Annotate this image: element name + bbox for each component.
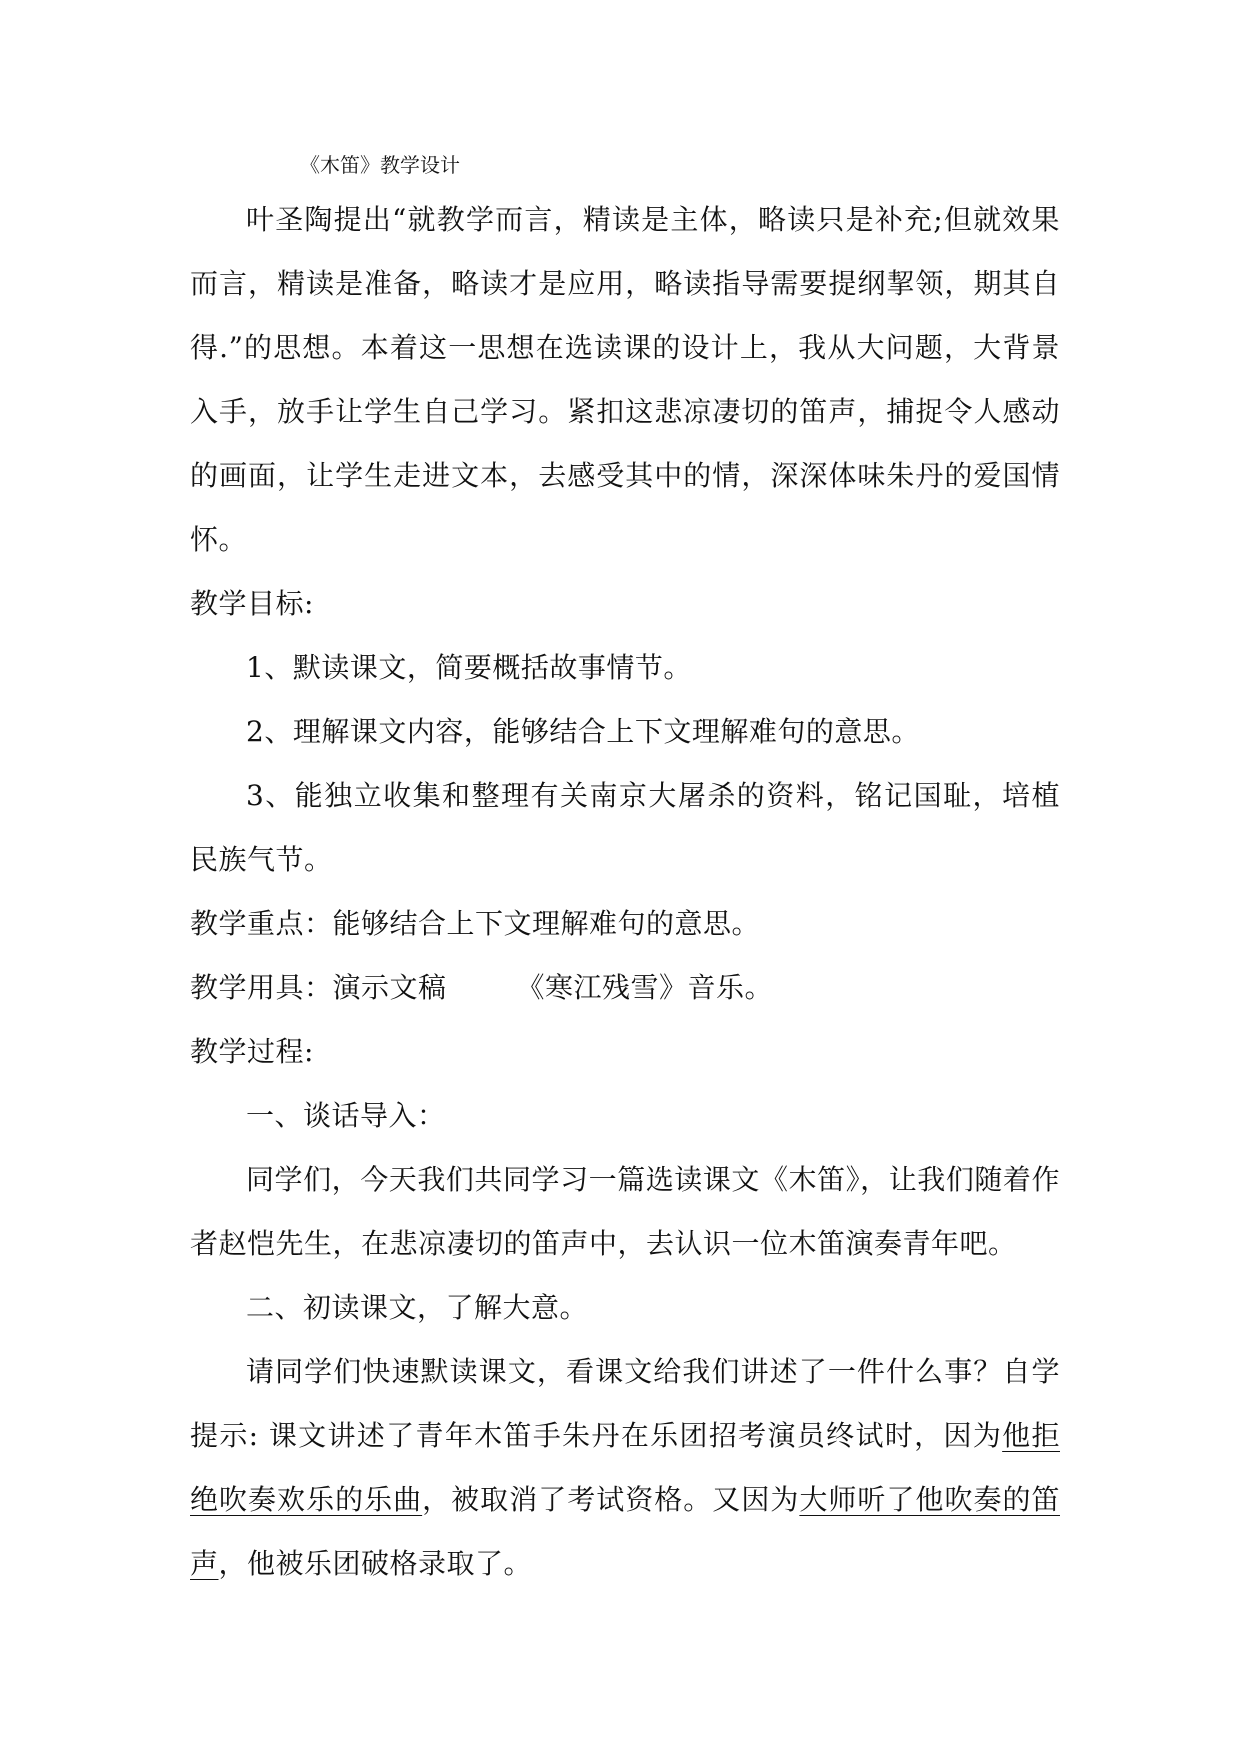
process-heading: 教学过程: [190,1035,314,1068]
step2-heading: 二、初读课文，了解大意。 [246,1291,589,1324]
document-body [190,188,1060,1596]
intro-paragraph: 叶圣陶提出“就教学而言，精读是主体，略读只是补充;但就效果而言，精读是准备，略读才是应用，略读指导需要提纲挈领，期其自得.”的思想。本着这一思想在选读课的设计上，我从大问题，大背景入手，放手让学生自己学习。紧扣这悲凉凄切的笛声，捕捉令人感动的画面，让学生走进文本，去感受其中的情，深深体味朱丹的爱国情怀。 [190,203,1060,556]
objectives-heading: 教学目标: [190,587,314,620]
step2-underline-2: 大师听了他吹奏的笛声 [190,1483,1060,1580]
teaching-tools [190,956,1060,1020]
step1-text: 同学们，今天我们共同学习一篇选读课文《木笛》，让我们随着作者赵恺先生，在悲凉凄切的笛声中，去认识一位木笛演奏青年吧。 [190,1163,1060,1260]
step1-heading: 一、谈话导入： [246,1099,446,1132]
step2-underline-1: 他拒绝吹奏欢乐的乐曲 [190,1419,1060,1516]
key-point: 教学重点：能够结合上下文理解难句的意思。 [190,907,761,940]
objective-item-3: 3、能独立收集和整理有关南京大屠杀的资料，铭记国耻，培植民族气节。 [190,779,1060,876]
step2-text-c: ，他被乐团破格录取了。 [218,1547,533,1580]
objective-item-1: 1、默读课文，简要概括故事情节。 [246,651,692,684]
tools-music: 《寒江残雪》音乐。 [516,971,774,1004]
tools-label: 教学用具：演示文稿 [190,971,447,1004]
step2-text [190,1340,1060,1596]
objective-item-2: 2、理解课文内容，能够结合上下文理解难句的意思。 [246,715,920,748]
step2-text-a: 请同学们快速默读课文，看课文给我们讲述了一件什么事？自学提示: 课文讲述了青年木笛手朱丹在乐团招考演员终试时，因为 [190,1355,1060,1452]
step2-text-b: ，被取消了考试资格。又因为 [422,1483,800,1516]
document-title: 《木笛》教学设计 [300,153,460,177]
